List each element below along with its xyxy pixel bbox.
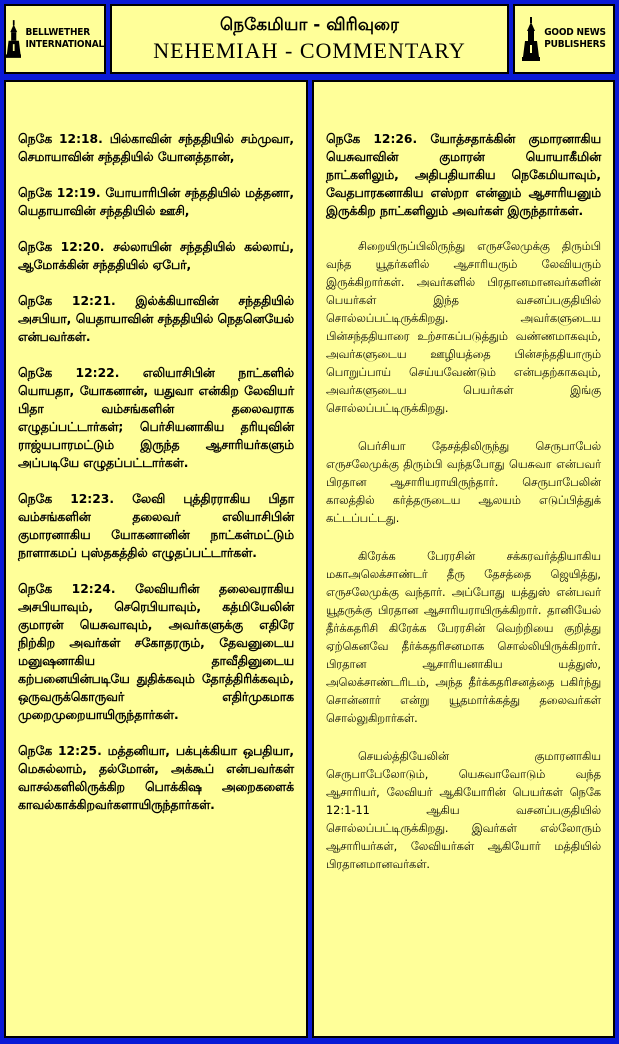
bell-tower-icon — [6, 17, 21, 61]
title-english: NEHEMIAH - COMMENTARY — [153, 38, 466, 63]
logo-line: BELLWETHER — [25, 27, 90, 38]
bell-tower-icon — [522, 17, 540, 61]
good-news-logo — [513, 4, 615, 74]
left-column — [4, 80, 308, 1038]
verse-text: நெகே 12:19. யோயாரிபின் சந்ததியில் மத்தனா, யெதாயாவின் சந்ததியில் ஊசி, — [18, 186, 294, 218]
commentary-paragraph: சிறையிருப்பிலிருந்து எருசலேமுக்கு திரும்பி வந்த யூதர்களில் ஆசாரியரும் லேவியரும் இருக்கிறார்கள். அவர்களில் பிரதானமானவர்களின் பெயர்கள் இந்த வசனப்பகுதியில் சொல்லப்பட்டிருக்கிறது. அவர்களுடைய பின்சந்ததியாரை உற்சாகப்படுத்தும் வண்ணமாகவும், அவர்களுடைய ஊழியத்தை பின்சந்ததியாரும் பொறுப்பாய் செய்யவேண்டும் என்பதற்காகவும், அவர்களுடைய பெயர்கள் இங்கு சொல்லப்பட்டிருக்கிறது. — [326, 240, 601, 415]
verse-text: நெகே 12:20. சல்லாயின் சந்ததியில் கல்லாய், ஆமோக்கின் சந்ததியில் ஏபேர், — [18, 240, 294, 272]
logo-line: GOOD NEWS — [544, 27, 606, 38]
logo-line: INTERNATIONAL — [25, 39, 104, 50]
commentary-paragraph: பெர்சியா தேசத்திலிருந்து செருபாபேல் எருசலேமுக்கு திரும்பி வந்தபோது யெசுவா என்பவர் பிரதான ஆசாரியராயிருந்தார். செருபாபேலின் காலத்தில் கர்த்தருடைய ஆலயம் எடுப்பித்துக் கட்டப்பட்டது. — [326, 440, 601, 525]
title-tamil: நெகேமியா - விரிவுரை — [220, 15, 399, 35]
verse-text: நெகே 12:26. யோத்சதாக்கின் குமாரனாகிய யெசுவாவின் குமாரன் யொயாகீமின் நாட்களிலும், அதிபதியாகிய நெகேமியாவும், வேதபாரகனாகிய எஸ்றா என்னும் ஆசாரியனும் இருக்கிற நாட்களிலும் அவர்கள் இருந்தார்கள். — [326, 132, 601, 218]
commentary-paragraph: கிரேக்க பேரரசின் சக்கரவர்த்தியாகிய மகாஅலெக்சாண்டர் தீரு தேசத்தை ஜெயித்து, எருசலேமுக்கு வந்தார். அப்போது யத்துஸ் என்பவர் யூதருக்கு பிரதான ஆசாரியராயிருக்கிறார். தானியேல் தீர்க்கதரிசி கிரேக்க பேரரசின் வெற்றியை குறித்து ஏற்கெனவே தீர்க்கதரிசனமாக சொல்லியிருக்கிறார். பிரதான ஆசாரியனாகிய யத்துஸ், அலெக்சாண்டரிடம், அந்த தீர்க்கதரிசனத்தை பகிர்ந்து சொன்னார் என்று யூதமார்க்கத்து தலைவர்கள் சொல்லுகிறார்கள். — [326, 550, 601, 725]
verse-text: நெகே 12:25. மத்தனியா, பக்புக்கியா ஒபதியா, மெசுல்லாம், தல்மோன், அக்கூப் என்பவர்கள் வாசல்களிலிருக்கிற பொக்கிஷ அறைகளைக் காவல்காக்கிறவர்களாயிருந்தார்கள். — [18, 744, 294, 812]
bellwether-logo — [4, 4, 106, 74]
logo-line: PUBLISHERS — [544, 39, 606, 50]
verse-text: நெகே 12:18. பில்காவின் சந்ததியில் சம்முவா, செமாயாவின் சந்ததியில் யோனத்தான், — [18, 132, 294, 164]
header — [4, 4, 615, 74]
commentary-paragraph: செயல்த்தியேலின் குமாரனாகிய செருபாபேலோடும், யெசுவாவோடும் வந்த ஆசாரியர், லேவியர் ஆகியோரின் பெயர்கள் நெகே 12:1-11 ஆகிய வசனப்பகுதியில் சொல்லப்பட்டிருக்கிறது. இவர்கள் எல்லோரும் ஆசாரியர்கள், லேவியர்கள் ஆகியோர் மத்தியில் பிரதானமானவர்கள். — [326, 750, 601, 871]
verse-text: நெகே 12:21. இல்க்கியாவின் சந்ததியில் அசபியா, யெதாயாவின் சந்ததியில் நெதனெயேல் என்பவர்கள். — [18, 294, 294, 344]
good-news-logo-text — [544, 27, 606, 51]
right-column — [312, 80, 615, 1038]
verse-text: நெகே 12:22. எலியாசிபின் நாட்களில் யொயதா, யோகனான், யதுவா என்கிற லேவியர் பிதா வம்சங்களின் தலைவராக எழுதப்பட்டார்கள்; பெர்சியனாகிய தரியுவின் ராஜ்யபாரமட்டும் இருந்த ஆசாரியர்களும் அப்படியே எழுதப்பட்டார்கள். — [18, 366, 294, 470]
bellwether-logo-text — [25, 27, 104, 51]
verse-text: நெகே 12:23. லேவி புத்திரராகிய பிதா வம்சங்களின் தலைவர் எலியாசிபின் குமாரனாகிய யோகனானின் நாட்கள்மட்டும் நாளாகமப் புஸ்தகத்தில் எழுதப்பட்டார்கள். — [18, 492, 294, 560]
title-box — [110, 4, 509, 74]
verse-text: நெகே 12:24. லேவியரின் தலைவராகிய அசபியாவும், செரெபியாவும், கத்மியேலின் குமாரன் யெசுவாவும், அவர்களுக்கு எதிரே நிற்கிற அவர்கள் சகோதரரும், தேவனுடைய மனுஷனாகிய தாவீதினுடைய கற்பனையின்படியே துதிக்கவும் தோத்திரிக்கவும், ஒருவருக்கொருவர் எதிர்முகமாக முறைமுறையாயிருந்தார்கள். — [18, 582, 294, 722]
